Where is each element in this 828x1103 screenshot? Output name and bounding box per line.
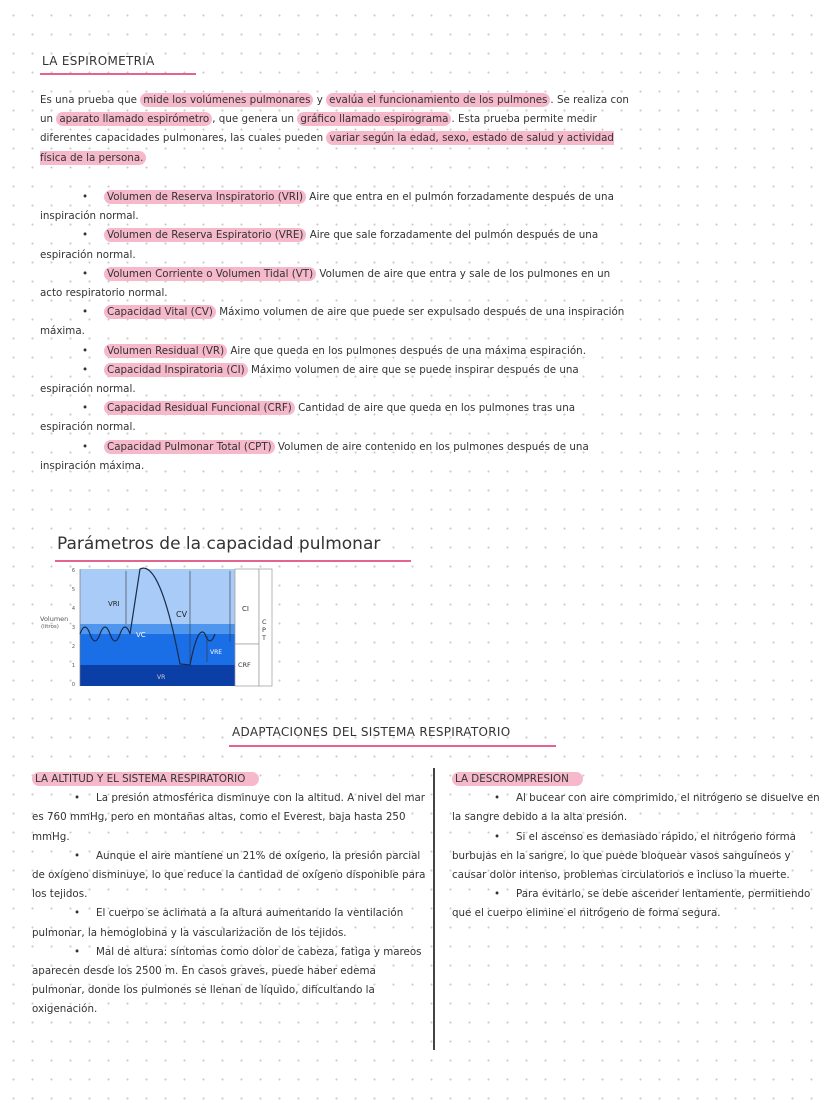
label-cpt-c: C [262,618,267,626]
term-description: Volumen de aire que entra y sale de los pulmones en un acto respiratorio normal. [40,267,611,300]
highlighted-text: gráfico llamado espirograma [297,112,451,126]
paragraph-text: . Esta prueba permite medir diferentes capacidades pulmonares, las cuales pueden [40,113,597,145]
list-item [452,789,820,827]
term-description: Máximo volumen de aire que se puede inspirar después de una espiración normal. [40,363,579,396]
bullet-icon: • [81,306,89,319]
item-text: El cuerpo se aclimata a la altura aumentando la ventilación pulmonar, la hemoglobina y la vascularización de los tejidos. [32,907,404,939]
section-title-espirometria: LA ESPIROMETRIA [42,54,155,68]
tick-label: 6 [71,568,75,574]
bullet-icon: • [493,792,501,805]
tick-label: 0 [71,682,75,688]
label-cpt-p: P [262,626,266,634]
bullet-icon: • [81,440,89,453]
list-item [40,265,630,303]
item-text: Si el ascenso es demasiado rápido, el nitrógeno forma burbujas en la sangre, lo que puede bloquear vasos sanguíneos y causar dolor intenso, problemas circulatorios e incluso la muerte. [452,830,796,882]
zone-light [80,569,235,624]
bullet-icon: • [493,888,501,901]
bullet-icon: • [81,363,89,376]
term-highlight: Capacidad Pulmonar Total (CPT) [104,440,275,454]
label-vc: VC [136,631,146,639]
label-crf: CRF [238,661,251,669]
tick-label: 3 [71,625,75,631]
item-text: Mal de altura: síntomas como dolor de cabeza, fatiga y mareos aparecen desde los 2500 m. En casos graves, puede haber edema pulmonar, donde los pulmones se llenan de líquido, dificultando la oxigenación. [32,945,422,1016]
paragraph-text: y [313,94,327,106]
tick-label: 5 [71,587,75,593]
term-highlight: Capacidad Vital (CV) [104,305,216,319]
item-text: La presión atmosférica disminuye con la altitud. A nivel del mar es 760 mmHg, pero en montañas altas, como el Everest, baja hasta 250 mmHg. [32,792,426,843]
list-item [40,188,630,226]
list-item [40,399,630,437]
list-item [40,361,630,399]
adaptations-title: ADAPTACIONES DEL SISTEMA RESPIRATORIO [232,725,511,739]
bullet-icon: • [81,191,89,203]
item-text: Al bucear con aire comprimido, el nitrógeno se disuelve en la sangre debido a la alta presión. [452,792,820,824]
highlighted-text: variar según la edad, sexo, estado de salud y actividad física de la persona. [40,132,614,164]
label-vre: VRE [210,649,223,656]
tick-label: 1 [71,663,75,669]
term-description: Aire que sale forzadamente del pulmón después de una espiración normal. [40,229,599,261]
bullet-icon: • [73,907,81,920]
term-description: Aire que queda en los pulmones después de una máxima espiración. [227,344,586,357]
parameters-underline [55,560,411,562]
list-item [40,438,630,476]
list-item [452,828,820,886]
highlighted-text: mide los volúmenes pulmonares [140,93,313,107]
parameters-heading: Parámetros de la capacidad pulmonar [57,534,381,554]
bullet-icon: • [73,849,81,862]
list-item [40,342,630,361]
column-divider [433,768,435,1050]
list-item [40,226,630,264]
label-vr: VR [157,674,166,681]
paragraph-text: . Se realiza con un [40,94,629,126]
highlighted-text: aparato llamado espirómetro [56,112,212,126]
label-cv: CV [176,610,188,619]
label-cpt-t: T [262,634,266,642]
paragraph-text: Es una prueba que [40,94,141,106]
altitude-column [32,770,427,1020]
term-description: Aire que entra en el pulmón forzadamente después de una inspiración normal. [40,191,614,223]
intro-paragraph [40,91,632,168]
bullet-icon: • [73,792,81,805]
term-highlight: Volumen de Reserva Inspiratorio (VRI) [104,190,306,204]
y-axis-label: Volumen [40,615,69,623]
term-highlight: Capacidad Residual Funcional (CRF) [104,401,295,415]
label-vri: VRI [108,600,120,608]
term-highlight: Capacidad Inspiratoria (CI) [104,363,248,377]
adaptations-underline [229,745,556,747]
term-highlight: Volumen Corriente o Volumen Tidal (VT) [104,267,316,281]
bullet-icon: • [81,402,89,415]
term-highlight: Volumen de Reserva Espiratorio (VRE) [104,228,306,242]
term-description: Volumen de aire contenido en los pulmones después de una inspiración máxima. [40,440,589,472]
list-item [40,303,630,341]
bullet-icon: • [81,267,89,280]
term-description: Máximo volumen de aire que puede ser expulsado después de una inspiración máxima. [40,306,625,338]
list-item [32,847,427,905]
bullet-icon: • [73,945,81,958]
tick-label: 2 [71,644,75,650]
decompression-title: LA DESCROMPRESION [452,772,583,786]
altitude-title: LA ALTITUD Y EL SISTEMA RESPIRATORIO [32,772,259,786]
y-axis-unit: (litros) [41,624,59,630]
list-item [452,885,820,923]
zone-vc [80,624,235,634]
title-underline [40,73,196,75]
list-item [32,789,427,847]
label-ci: CI [242,605,249,613]
tick-label: 4 [71,606,75,612]
bullet-icon: • [81,229,89,242]
term-highlight: Volumen Residual (VR) [104,344,227,358]
paragraph-text: , que genera un [212,113,298,126]
bullet-icon: • [81,344,89,357]
list-item [32,904,427,942]
term-description: Cantidad de aire que queda en los pulmones tras una espiración normal. [40,402,576,434]
item-text: Aunque el aire mantiene un 21% de oxígeno, la presión parcial de oxígeno disminuye, lo que reduce la cantidad de oxígeno disponible para los tejidos. [32,849,426,901]
item-text: Para evitarlo, se debe ascender lentamente, permitiendo que el cuerpo elimine el nitrógeno de forma segura. [452,888,811,920]
capacities-list [40,188,630,476]
list-item [32,943,427,1020]
decompression-column [452,770,820,924]
highlighted-text: evalúa el funcionamiento de los pulmones [326,93,550,107]
spirogram-diagram [40,564,280,690]
bullet-icon: • [493,830,501,843]
